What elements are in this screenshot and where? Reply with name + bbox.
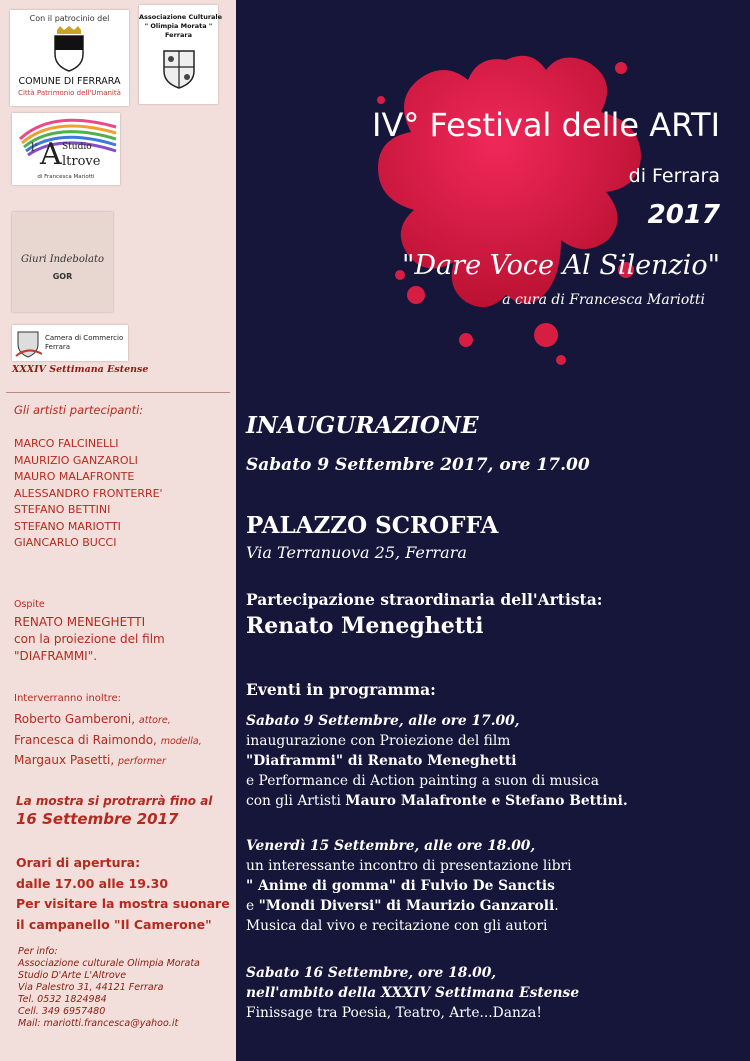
event-2-author-2: di Maurizio Ganzaroli bbox=[381, 898, 555, 914]
hours-time: dalle 17.00 alle 19.30 bbox=[16, 875, 169, 891]
artist-item: ALESSANDRO FRONTERRE' bbox=[14, 486, 163, 500]
studio-altrove-logo bbox=[12, 113, 120, 185]
event-3-date: Sabato 16 Settembre, ore 18.00, bbox=[246, 965, 497, 981]
guest-name: RENATO MENEGHETTI bbox=[14, 615, 146, 629]
comune-crest-icon bbox=[51, 26, 87, 72]
artist-item: MARCO FALCINELLI bbox=[14, 437, 119, 450]
event-1-line-3: e Performance di Action painting a suon di musica bbox=[246, 773, 599, 789]
studio-word: Studio bbox=[62, 142, 92, 152]
event-1-line-1: inaugurazione con Proiezione del film bbox=[246, 733, 511, 749]
sidebar-divider bbox=[6, 392, 230, 393]
artists-heading: Gli artisti partecipanti: bbox=[14, 403, 144, 417]
inauguration-heading: INAUGURAZIONE bbox=[246, 412, 479, 439]
hours-block bbox=[16, 853, 230, 935]
also-list bbox=[14, 710, 202, 772]
event-1-date: Sabato 9 Settembre, alle ore 17.00, bbox=[246, 713, 520, 729]
venue-address: Via Terranuova 25, Ferrara bbox=[246, 543, 467, 562]
venue-name: PALAZZO SCROFFA bbox=[246, 512, 499, 539]
info-line: Studio D'Arte L'Altrove bbox=[18, 970, 127, 981]
also-name: Margaux Pasetti, bbox=[14, 753, 115, 767]
studio-ltrove: ltrove bbox=[62, 154, 101, 169]
events-heading: Eventi in programma: bbox=[246, 680, 436, 699]
artists-list bbox=[14, 436, 163, 552]
also-name: Francesca di Raimondo, bbox=[14, 732, 157, 747]
gior-logo bbox=[12, 212, 113, 312]
info-line: Cell. 349 6957480 bbox=[18, 1006, 106, 1017]
artist-item: STEFANO MARIOTTI bbox=[14, 519, 121, 533]
assoc-line-3: Ferrara bbox=[165, 31, 192, 39]
comune-logo bbox=[10, 10, 129, 106]
also-role: performer bbox=[118, 756, 166, 767]
artist-item: MAURO MALAFRONTE bbox=[14, 470, 135, 483]
paint-splash-icon bbox=[356, 40, 656, 380]
event-3 bbox=[246, 963, 579, 1023]
festival-curator: a cura di Francesca Mariotti bbox=[502, 292, 705, 308]
guest-line-2: con la proiezione del film bbox=[14, 632, 165, 646]
event-2-date: Venerdì 15 Settembre, alle ore 18.00, bbox=[246, 838, 536, 854]
event-3-line-1: nell'ambito della XXXIV Settimana Estense bbox=[246, 985, 580, 1001]
event-2-book-1: " Anime di gomma" bbox=[246, 878, 397, 894]
event-2-line-3 bbox=[246, 896, 572, 916]
camera-line-2: Ferrara bbox=[45, 343, 71, 351]
gior-monogram: GOR bbox=[52, 272, 73, 281]
gior-signature: Giuri Indebolato bbox=[20, 254, 105, 265]
comune-subtitle: Città Patrimonio dell'Umanità bbox=[18, 89, 121, 97]
festival-subtitle: di Ferrara bbox=[628, 165, 720, 187]
studio-l: l' bbox=[31, 141, 38, 154]
also-role: attore, bbox=[138, 715, 171, 726]
also-item bbox=[14, 710, 202, 731]
studio-subtitle: di Francesca Mariotti bbox=[37, 174, 95, 180]
artist-item: GIANCARLO BUCCI bbox=[14, 536, 117, 549]
event-1-line-2: "Diaframmi" di Renato Meneghetti bbox=[246, 753, 517, 769]
settimana-estense-label: XXXIV Settimana Estense bbox=[12, 364, 149, 375]
associazione-logo bbox=[139, 5, 223, 104]
comune-name: COMUNE DI FERRARA bbox=[18, 76, 121, 87]
event-2-line-4: Musica dal vivo e recitazione con gli autori bbox=[246, 918, 548, 934]
festival-year: 2017 bbox=[647, 200, 720, 230]
also-role: modella, bbox=[160, 735, 202, 747]
guest-label: Ospite bbox=[14, 599, 45, 610]
event-2-conj: e bbox=[246, 898, 259, 914]
camera-emblem-icon bbox=[14, 328, 42, 358]
inauguration-date: Sabato 9 Settembre 2017, ore 17.00 bbox=[246, 455, 590, 475]
event-3-line-2: Finissage tra Poesia, Teatro, Arte...Danza! bbox=[246, 1005, 542, 1021]
event-1-artists: Mauro Malafronte e Stefano Bettini. bbox=[345, 793, 628, 809]
sidebar bbox=[0, 0, 236, 1061]
festival-motto: "Dare Voce Al Silenzio" bbox=[402, 250, 720, 281]
also-name: Roberto Gamberoni, bbox=[14, 712, 136, 726]
artist-item: MAURIZIO GANZAROLI bbox=[14, 453, 138, 467]
camera-commercio-logo bbox=[12, 325, 128, 361]
event-2-period: . bbox=[554, 898, 559, 914]
artist-item: STEFANO BETTINI bbox=[14, 503, 111, 516]
assoc-line-2: " Olimpia Morata " bbox=[144, 22, 213, 30]
main-panel bbox=[236, 0, 750, 1061]
until-line-1: La mostra si protrarrà fino al bbox=[16, 794, 213, 808]
also-label: Interverranno inoltre: bbox=[14, 693, 122, 704]
event-2-author-1: di Fulvio De Sanctis bbox=[396, 878, 555, 894]
festival-title: IV° Festival delle ARTI bbox=[372, 106, 720, 144]
info-line: Via Palestro 31, 44121 Ferrara bbox=[18, 982, 164, 993]
event-1-line-4 bbox=[246, 791, 628, 811]
also-item bbox=[14, 751, 202, 772]
event-2-line-2 bbox=[246, 876, 572, 896]
info-line: Associazione culturale Olimpia Morata bbox=[18, 958, 200, 969]
until-line-2: 16 Settembre 2017 bbox=[16, 810, 179, 828]
hours-title: Orari di apertura: bbox=[16, 855, 141, 870]
special-participation: Partecipazione straordinaria dell'Artista: bbox=[246, 590, 603, 609]
event-1-line-4-lead: con gli Artisti bbox=[246, 793, 346, 809]
info-line: Mail: mariotti.francesca@yahoo.it bbox=[18, 1018, 179, 1029]
guest-line-3: "DIAFRAMMI". bbox=[14, 649, 98, 663]
info-line: Per info: bbox=[18, 946, 58, 957]
event-2 bbox=[246, 836, 572, 936]
guest-block bbox=[14, 614, 165, 665]
event-2-line-1: un interessante incontro di presentazione libri bbox=[246, 858, 572, 874]
camera-line-1: Camera di Commercio bbox=[45, 334, 124, 342]
studio-big-a: A bbox=[40, 137, 62, 172]
event-1 bbox=[246, 711, 628, 811]
event-2-book-2: "Mondi Diversi" bbox=[258, 898, 382, 914]
hours-note-2: il campanello "Il Camerone" bbox=[16, 916, 212, 932]
hours-note-1: Per visitare la mostra suonare bbox=[16, 896, 230, 911]
info-line: Tel. 0532 1824984 bbox=[18, 994, 107, 1005]
assoc-line-1: Associazione Culturale bbox=[139, 13, 223, 21]
comune-patrocinio: Con il patrocinio del bbox=[29, 14, 110, 23]
special-artist: Renato Meneghetti bbox=[246, 613, 484, 639]
also-item bbox=[14, 731, 202, 752]
coat-of-arms-icon bbox=[161, 47, 197, 89]
info-block bbox=[18, 946, 200, 1030]
